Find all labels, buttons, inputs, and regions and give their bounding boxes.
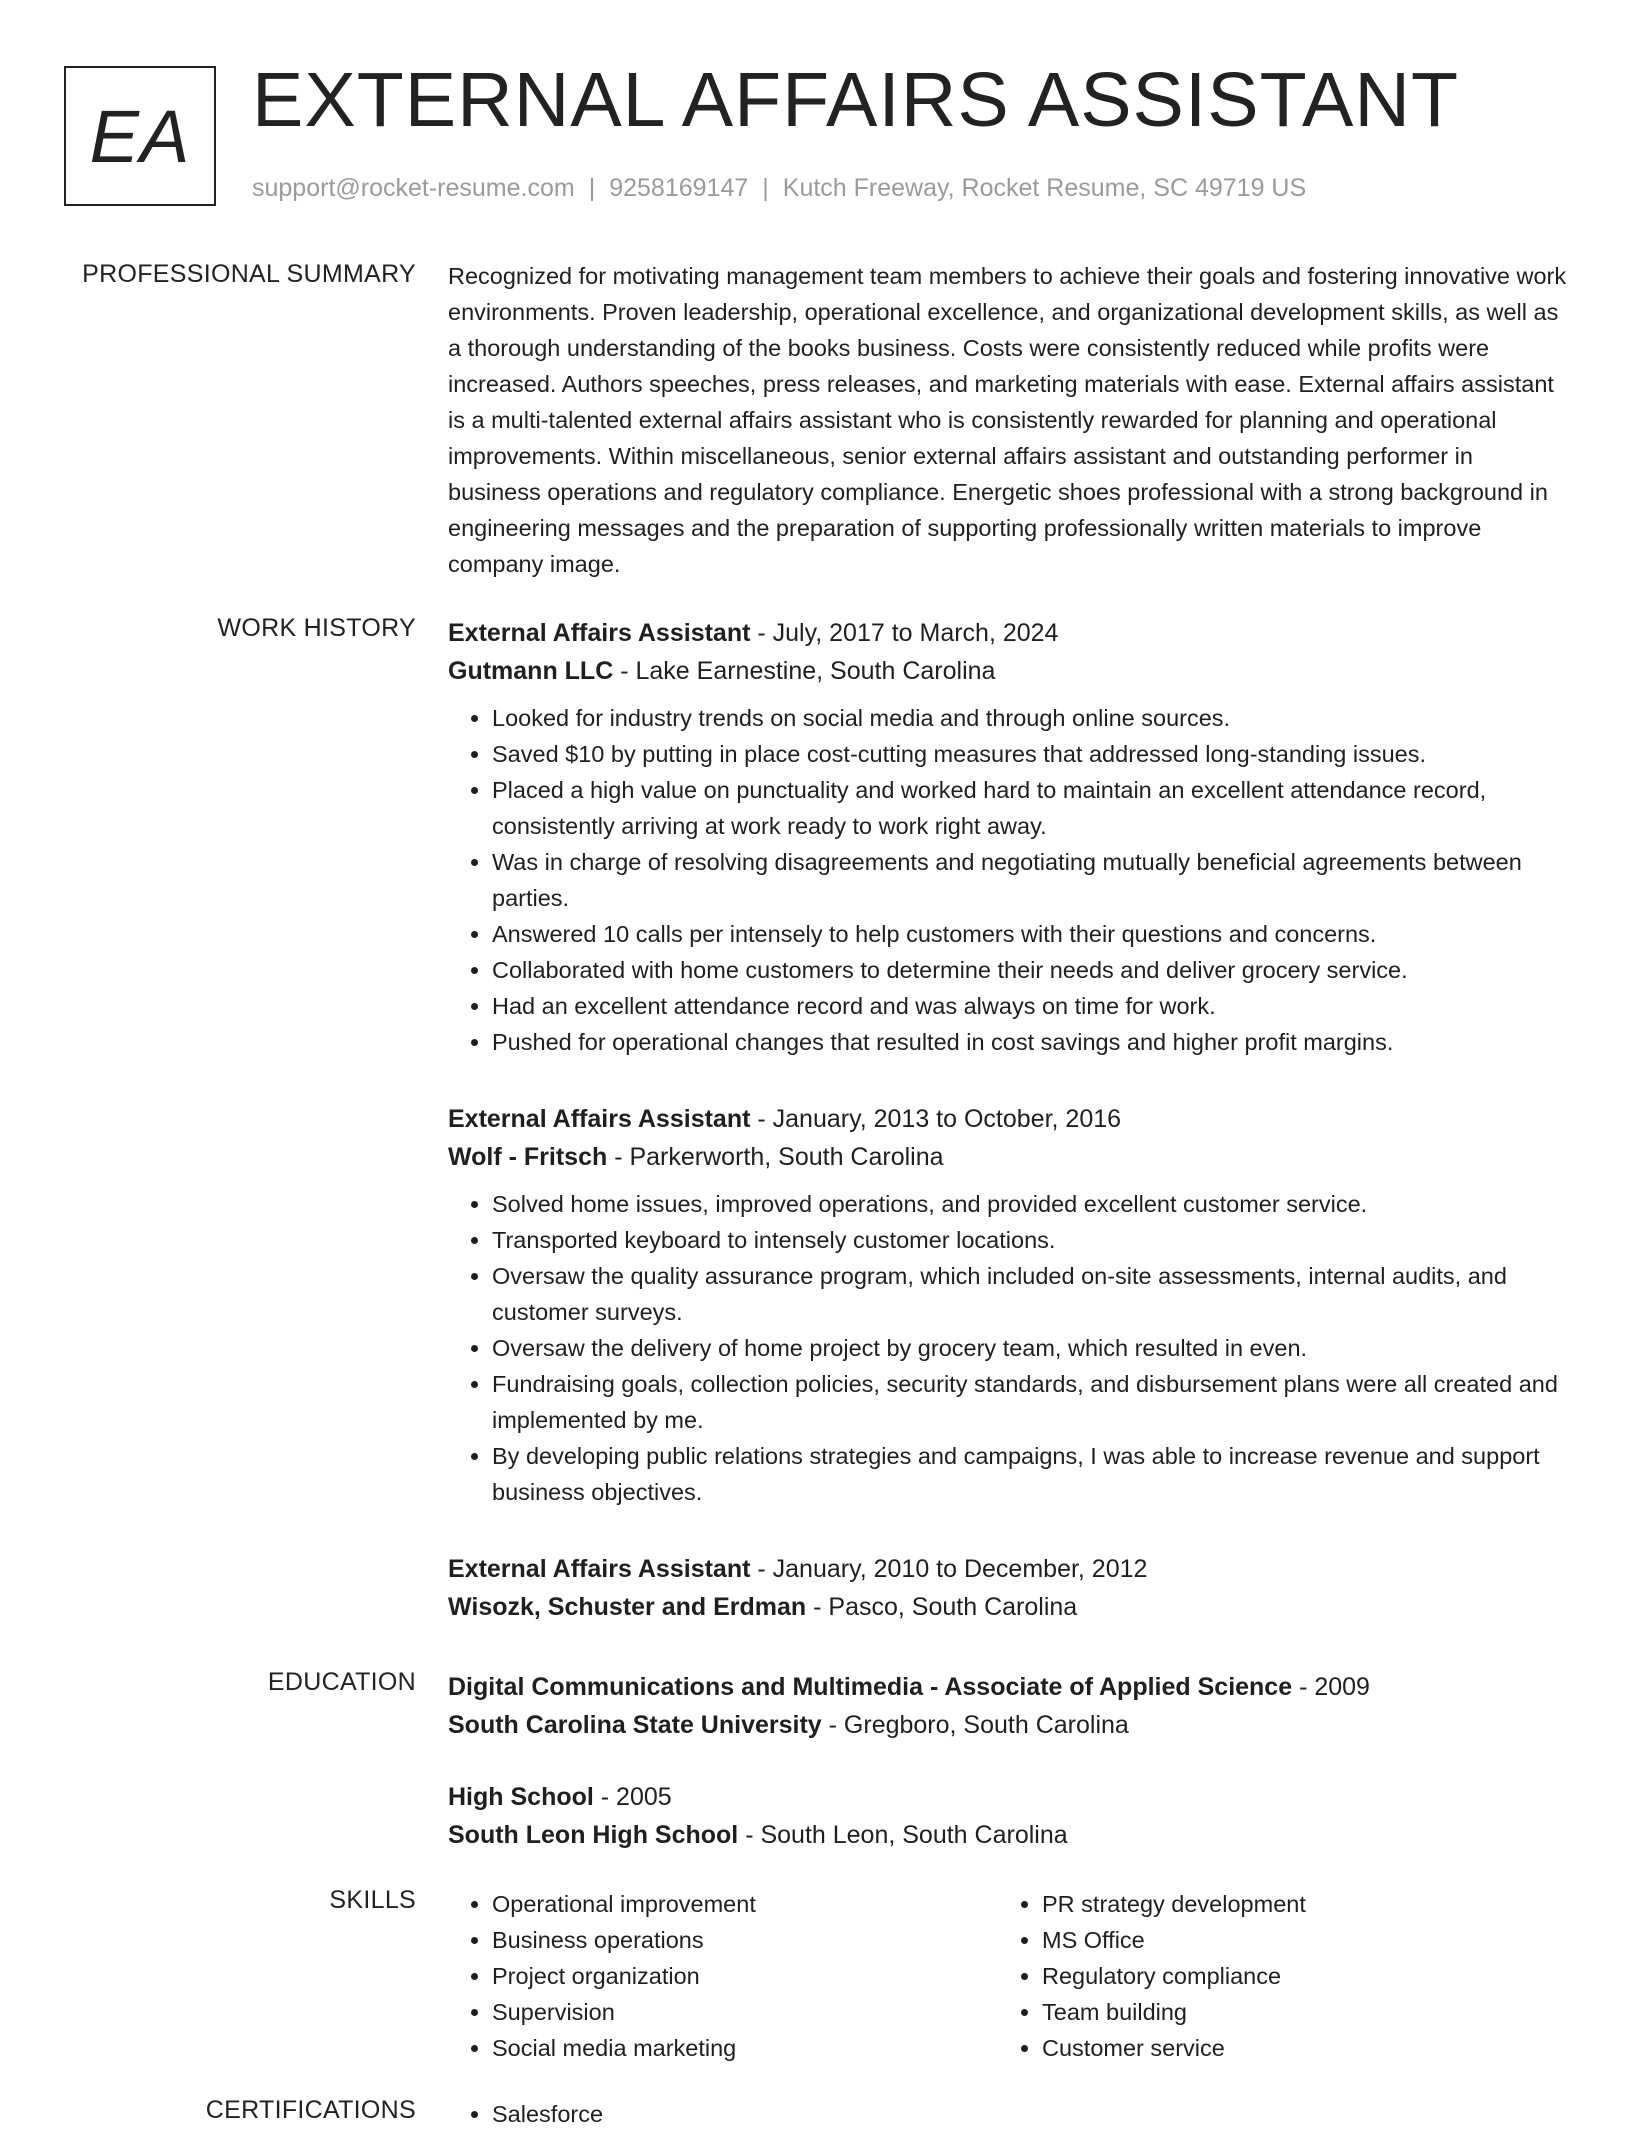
skill-item: • Supervision: [492, 1994, 998, 2030]
contact-separator: |: [762, 174, 769, 202]
education-degree-line: [448, 1668, 1568, 1706]
education-school-line: [448, 1816, 1568, 1854]
certification-item: • Salesforce: [492, 2096, 998, 2132]
skill-item: • PR strategy development: [1042, 1886, 1548, 1922]
contact-email[interactable]: support@rocket-resume.com: [252, 174, 575, 202]
monogram-logo: EA: [64, 66, 216, 206]
job-company: Wisozk, Schuster and Erdman: [448, 1593, 807, 1621]
contact-line: [252, 174, 1306, 203]
job-bullet: • Oversaw the delivery of home project by grocery team, which resulted in even.: [492, 1330, 1568, 1366]
job-bullet: • Solved home issues, improved operations, and provided excellent customer service.: [492, 1186, 1568, 1222]
education-body: [448, 1668, 1568, 1888]
education-school: South Carolina State University: [448, 1711, 822, 1739]
skill-item: • Customer service: [1042, 2030, 1548, 2066]
summary-text: Recognized for motivating management team members to achieve their goals and fostering innovative work environments. Proven leadership, operational excellence, and organizational development skills, as well as a thorough understanding of the books business. Costs were consistently reduced while profits were increased. Authors speeches, press releases, and marketing materials with ease. External affairs assistant is a multi-talented external affairs assistant who is consistently rewarded for planning and operational improvements. Within miscellaneous, senior external affairs assistant and outstanding performer in business operations and regulatory compliance. Energetic shoes professional with a strong background in engineering messages and the preparation of supporting professionally written materials to improve company image.: [448, 263, 1567, 577]
skill-item: • Operational improvement: [492, 1886, 998, 1922]
job-title: External Affairs Assistant: [448, 619, 751, 647]
job-location: - Pasco, South Carolina: [806, 1593, 1078, 1621]
job-bullet: • Had an excellent attendance record and was always on time for work.: [492, 988, 1568, 1024]
skills-body: [448, 1886, 1568, 2066]
job-bullet: • By developing public relations strategies and campaigns, I was able to increase revenue and support business objectives.: [492, 1438, 1568, 1510]
job-location: - Lake Earnestine, South Carolina: [613, 657, 996, 685]
job-entry: [448, 614, 1568, 1060]
skills-list-right: [998, 1886, 1548, 2066]
job-company-line: [448, 1588, 1568, 1626]
job-location: - Parkerworth, South Carolina: [607, 1143, 944, 1171]
certifications-body: [448, 2096, 1568, 2132]
job-bullet: • Was in charge of resolving disagreements and negotiating mutually beneficial agreements between parties.: [492, 844, 1568, 916]
job-bullet: • Placed a high value on punctuality and worked hard to maintain an excellent attendance record, consistently arriving at work ready to work right away.: [492, 772, 1568, 844]
skill-item: • MS Office: [1042, 1922, 1548, 1958]
section-label-certifications: CERTIFICATIONS: [205, 2096, 416, 2124]
section-label-work-history: WORK HISTORY: [217, 614, 416, 642]
education-school: South Leon High School: [448, 1821, 739, 1849]
education-degree-line: [448, 1778, 1568, 1816]
section-label-education: EDUCATION: [267, 1668, 416, 1696]
job-bullet: • Fundraising goals, collection policies, security standards, and disbursement plans were all created and implemented by me.: [492, 1366, 1568, 1438]
job-title: External Affairs Assistant: [448, 1105, 751, 1133]
job-bullet: • Collaborated with home customers to determine their needs and deliver grocery service.: [492, 952, 1568, 988]
summary-body: [448, 258, 1568, 582]
contact-phone[interactable]: 9258169147: [609, 174, 749, 202]
job-bullet: • Saved $10 by putting in place cost-cutting measures that addressed long-standing issues.: [492, 736, 1568, 772]
resume-title: EXTERNAL AFFAIRS ASSISTANT: [252, 57, 1459, 143]
skill-item: • Regulatory compliance: [1042, 1958, 1548, 1994]
education-location: - Gregboro, South Carolina: [821, 1711, 1129, 1739]
job-title-line: [448, 1100, 1568, 1138]
job-bullet: • Pushed for operational changes that resulted in cost savings and higher profit margins.: [492, 1024, 1568, 1060]
education-school-line: [448, 1706, 1568, 1744]
job-title: External Affairs Assistant: [448, 1555, 751, 1583]
skills-list-left: [448, 1886, 998, 2066]
job-company: Wolf - Fritsch: [448, 1143, 608, 1171]
job-dates: - January, 2013 to October, 2016: [750, 1105, 1122, 1133]
section-label-skills: SKILLS: [329, 1886, 416, 1914]
job-bullet: • Transported keyboard to intensely customer locations.: [492, 1222, 1568, 1258]
job-bullets: [448, 1186, 1568, 1510]
job-dates: - January, 2010 to December, 2012: [750, 1555, 1148, 1583]
education-degree: Digital Communications and Multimedia - Associate of Applied Science: [448, 1673, 1293, 1701]
education-entry: [448, 1668, 1568, 1744]
skill-item: • Project organization: [492, 1958, 998, 1994]
contact-separator: |: [588, 174, 596, 202]
job-company-line: [448, 652, 1568, 690]
job-entry: [448, 1550, 1568, 1626]
section-label-summary: PROFESSIONAL SUMMARY: [82, 260, 416, 288]
skill-item: • Social media marketing: [492, 2030, 998, 2066]
job-dates: - July, 2017 to March, 2024: [750, 619, 1059, 647]
job-title-line: [448, 1550, 1568, 1588]
education-location: - South Leon, South Carolina: [738, 1821, 1068, 1849]
education-year: - 2009: [1292, 1673, 1370, 1701]
job-entry: [448, 1100, 1568, 1510]
job-bullet: • Looked for industry trends on social media and through online sources.: [492, 700, 1568, 736]
contact-address: Kutch Freeway, Rocket Resume, SC 49719 US: [782, 174, 1307, 202]
job-company: Gutmann LLC: [448, 657, 614, 685]
education-degree: High School: [448, 1783, 594, 1811]
job-bullet: • Answered 10 calls per intensely to help customers with their questions and concerns.: [492, 916, 1568, 952]
job-bullets: [448, 700, 1568, 1060]
education-year: - 2005: [593, 1783, 672, 1811]
work-history-body: [448, 614, 1568, 1666]
certifications-list: [448, 2096, 998, 2132]
job-bullet: • Oversaw the quality assurance program, which included on-site assessments, internal audits, and customer surveys.: [492, 1258, 1568, 1330]
job-company-line: [448, 1138, 1568, 1176]
education-entry: [448, 1778, 1568, 1854]
skill-item: • Team building: [1042, 1994, 1548, 2030]
job-title-line: [448, 614, 1568, 652]
skill-item: • Business operations: [492, 1922, 998, 1958]
